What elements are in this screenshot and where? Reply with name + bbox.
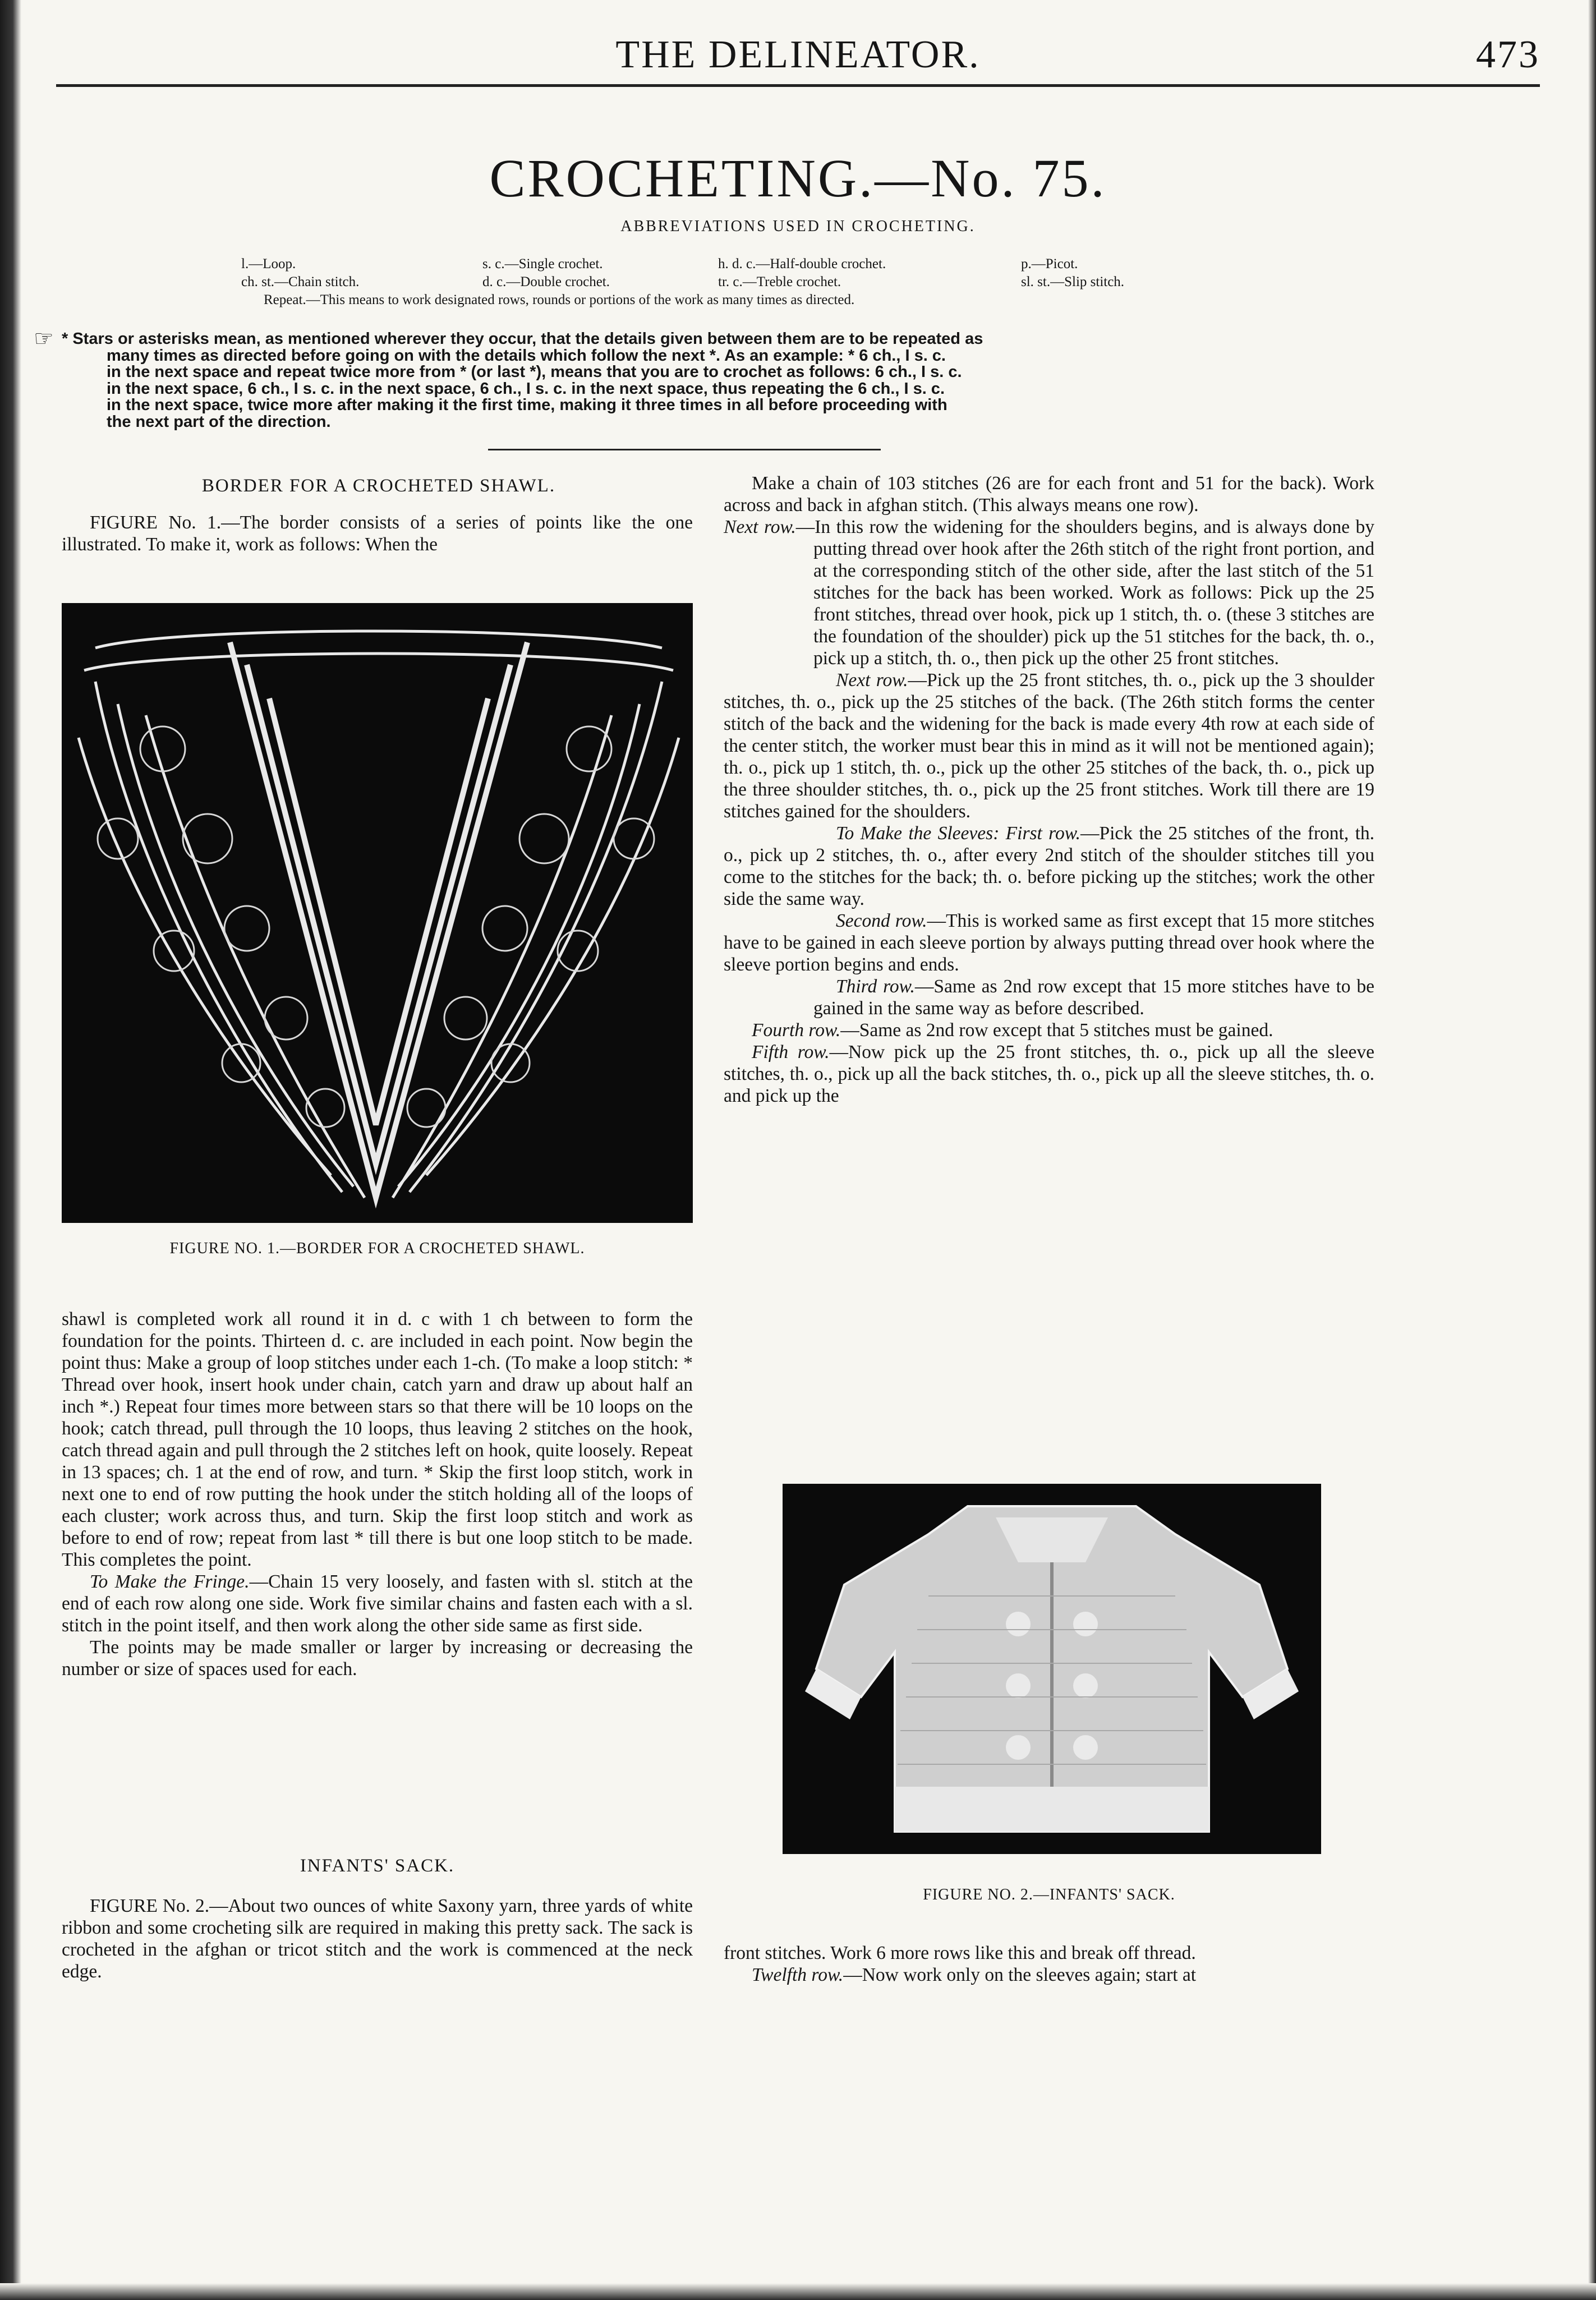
next-row-2-text: —Pick up the 25 front stitches, th. o., pick up the 3 shoulder stitches, th. o., pick up the 25 stitches of the back. (The 26th stitch forms the center stitch of the back and the widening for the back is made every 4th row at each side of the center stitch, the worker must bear this in mind as it will not be mentioned again); th. o., pick up 1 stitch, th. o., pick up the other 25 stitches of the back, th. o., pick up the three shoulder stitches, th. o., pick up the 25 front stitches. Work till there are 19 stitches gained for the shoulders. xyxy=(724,670,1374,822)
border-paragraph-3: The points may be made smaller or larger by increasing or decreasing the number or size of spaces used for each. xyxy=(62,1637,693,1680)
abbr-treble-crochet: tr. c.—Treble crochet. xyxy=(718,274,841,289)
sleeves-first-row xyxy=(724,822,1374,910)
sleeves-text: —Pick the 25 stitches of the front, th. o., pick up 2 stitches, th. o., after every 2nd stitch of the shoulder stitches till you come to the stitches for the back; th. o. before picking up the stitches; work the other side the same way. xyxy=(724,823,1375,909)
heading-border: BORDER FOR A CROCHETED SHAWL. xyxy=(201,476,556,496)
note-line: in the next space, 6 ch., I s. c. in the next space, 6 ch., I s. c. in the next space, thus repeating the 6 ch., I s. c. xyxy=(107,379,945,398)
asterisk-note xyxy=(34,326,1374,431)
note-line: the next part of the direction. xyxy=(107,412,331,431)
second-row xyxy=(724,910,1374,976)
next-row-1 xyxy=(724,516,1374,669)
note-rule xyxy=(488,449,881,450)
third-row-text: —Same as 2nd row except that 15 more stitches have to be gained in the same way as before described. xyxy=(813,976,1375,1019)
fourth-row xyxy=(724,1019,1374,1041)
abbr-repeat: Repeat.—This means to work designated rows, rounds or portions of the work as many times as directed. xyxy=(264,292,855,307)
abbr-double-crochet: d. c.—Double crochet. xyxy=(482,274,610,289)
abbr-half-double-crochet: h. d. c.—Half-double crochet. xyxy=(718,256,886,272)
figure-1-caption: FIGURE NO. 1.—BORDER FOR A CROCHETED SHAWL. xyxy=(169,1240,585,1257)
fringe-label: To Make the Fringe. xyxy=(90,1571,250,1592)
next-row-1-label: Next row. xyxy=(724,517,796,537)
sack-continued xyxy=(724,1942,1374,1986)
note-line: in the next space and repeat twice more from * (or last *), means that you are to crochet as follows: 6 ch., I s. c. xyxy=(107,363,962,381)
border-intro xyxy=(62,512,693,555)
fringe-text: —Chain 15 very loosely, and fasten with sl. stitch at the end of each row along one side. Work five similar chains and fasten each with a sl. stitch in the point itself, and then work along the other side same as first side. xyxy=(62,1571,693,1636)
twelfth-row-text: —Now work only on the sleeves again; start at xyxy=(843,1965,1197,1985)
abbreviations-heading: ABBREVIATIONS USED IN CROCHETING. xyxy=(620,218,976,235)
note-line: * Stars or asterisks mean, as mentioned wherever they occur, that the details given between them are to be repeated as xyxy=(62,330,983,348)
abbr-picot: p.—Picot. xyxy=(1021,256,1078,272)
note-line: in the next space, twice more after making it the first time, making it three times in all before proceeding with xyxy=(107,396,948,414)
running-head xyxy=(56,33,1540,83)
figure-2-infants-sack xyxy=(783,1484,1321,1854)
fifth-row-label: Fifth row. xyxy=(752,1042,830,1062)
twelfth-row xyxy=(724,1964,1374,1986)
abbr-single-crochet: s. c.—Single crochet. xyxy=(482,256,603,272)
sleeves-label: To Make the Sleeves: First row. xyxy=(836,823,1080,844)
figure-2-caption: FIGURE NO. 2.—INFANTS' SACK. xyxy=(923,1886,1175,1903)
border-instructions xyxy=(62,1308,693,1680)
sack-instructions xyxy=(724,472,1374,1107)
header-rule xyxy=(56,84,1540,87)
abbr-loop: l.—Loop. xyxy=(241,256,296,272)
twelfth-row-label: Twelfth row. xyxy=(752,1965,844,1985)
third-row xyxy=(724,976,1374,1019)
second-row-label: Second row. xyxy=(836,910,927,931)
abbr-chain-stitch: ch. st.—Chain stitch. xyxy=(241,274,360,289)
page-edge-left xyxy=(0,0,21,2300)
sack-intro xyxy=(62,1895,693,1982)
figure-1-shawl-border xyxy=(62,603,693,1223)
article-title: CROCHETING.—No. 75. xyxy=(489,148,1107,208)
note-line: many times as directed before going on with the details which follow the next *. As an example: * 6 ch., I s. c. xyxy=(107,346,946,365)
shawl-border-illustration xyxy=(62,603,693,1223)
sack-intro-text: FIGURE No. 2.—About two ounces of white Saxony yarn, three yards of white ribbon and some crocheting silk are required in making this pretty sack. The sack is crocheted in the afghan or tricot stitch and the work is commenced at the neck edge. xyxy=(62,1896,693,1982)
border-intro-text: FIGURE No. 1.—The border consists of a series of points like the one illustrated. To make it, work as follows: When the xyxy=(62,512,693,555)
heading-infants-sack: INFANTS' SACK. xyxy=(300,1856,455,1876)
third-row-label: Third row. xyxy=(836,976,915,997)
pointing-hand-icon: ☞ xyxy=(34,326,54,351)
next-row-1-text: —In this row the widening for the shoulders begins, and is always done by putting thread over hook after the 26th stitch of the right front portion, and at the corresponding stitch of the other side, after the last stitch of the 51 stitches for the back has been worked. Work as follows: Pick up the 25 front stitches, thread over hook, pick up 1 stitch, th. o. (these 3 stitches are the foundation of the shoulder) pick up the 51 stitches for the back, th. o., pick up a stitch, th. o., then pick up the other 25 front stitches. xyxy=(795,517,1374,669)
fourth-row-label: Fourth row. xyxy=(752,1020,841,1041)
fourth-row-text: —Same as 2nd row except that 5 stitches must be gained. xyxy=(840,1020,1273,1041)
next-row-2-label: Next row. xyxy=(836,670,908,691)
fringe-paragraph xyxy=(62,1571,693,1636)
infants-sack-illustration xyxy=(783,1484,1321,1854)
page-edge-right xyxy=(1588,0,1596,2300)
page-edge-bottom xyxy=(0,2283,1596,2300)
fifth-row-text: —Now pick up the 25 front stitches, th. o., pick up all the sleeve stitches, th. o., pick up all the back stitches, th. o., pick up all the sleeve stitches, th. o. and pick up the xyxy=(724,1042,1374,1106)
chain-intro: Make a chain of 103 stitches (26 are for each front and 51 for the back). Work across and back in afghan stitch. (This always means one row). xyxy=(724,473,1374,516)
border-paragraph-1: shawl is completed work all round it in d. c with 1 ch between to form the foundation for the points. Thirteen d. c. are included in each point. Now begin the point thus: Make a group of loop stitches under each 1-ch. (To make a loop stitch: * Thread over hook, insert hook under chain, catch yarn and draw up about half an inch *.) Repeat four times more between stars so that there will be 10 loops on the hook; catch thread, pull through the 10 loops, thus leaving 2 stitches on the hook, catch thread again and pull through the 2 stitches left on hook, quite loosely. Repeat in 13 spaces; ch. 1 at the end of row, and turn. * Skip the first loop stitch, work in next one to end of row putting the hook under the stitch holding all of the loops of each cluster; work across thus, and turn. Skip the first loop stitch and work as before to end of row; repeat from last * till there is but one loop stitch to be made. This completes the point. xyxy=(62,1309,693,1570)
running-head-title: THE DELINEATOR. xyxy=(615,33,981,76)
page-number: 473 xyxy=(1476,33,1540,76)
abbr-slip-stitch: sl. st.—Slip stitch. xyxy=(1021,274,1125,289)
after-figure-2: front stitches. Work 6 more rows like this and break off thread. xyxy=(724,1943,1196,1963)
fifth-row xyxy=(724,1041,1374,1107)
next-row-2 xyxy=(724,669,1374,822)
second-row-text: —This is worked same as first except that 15 more stitches have to be gained in each sleeve portion by always putting thread over hook where the sleeve portion begins and ends. xyxy=(724,910,1374,975)
